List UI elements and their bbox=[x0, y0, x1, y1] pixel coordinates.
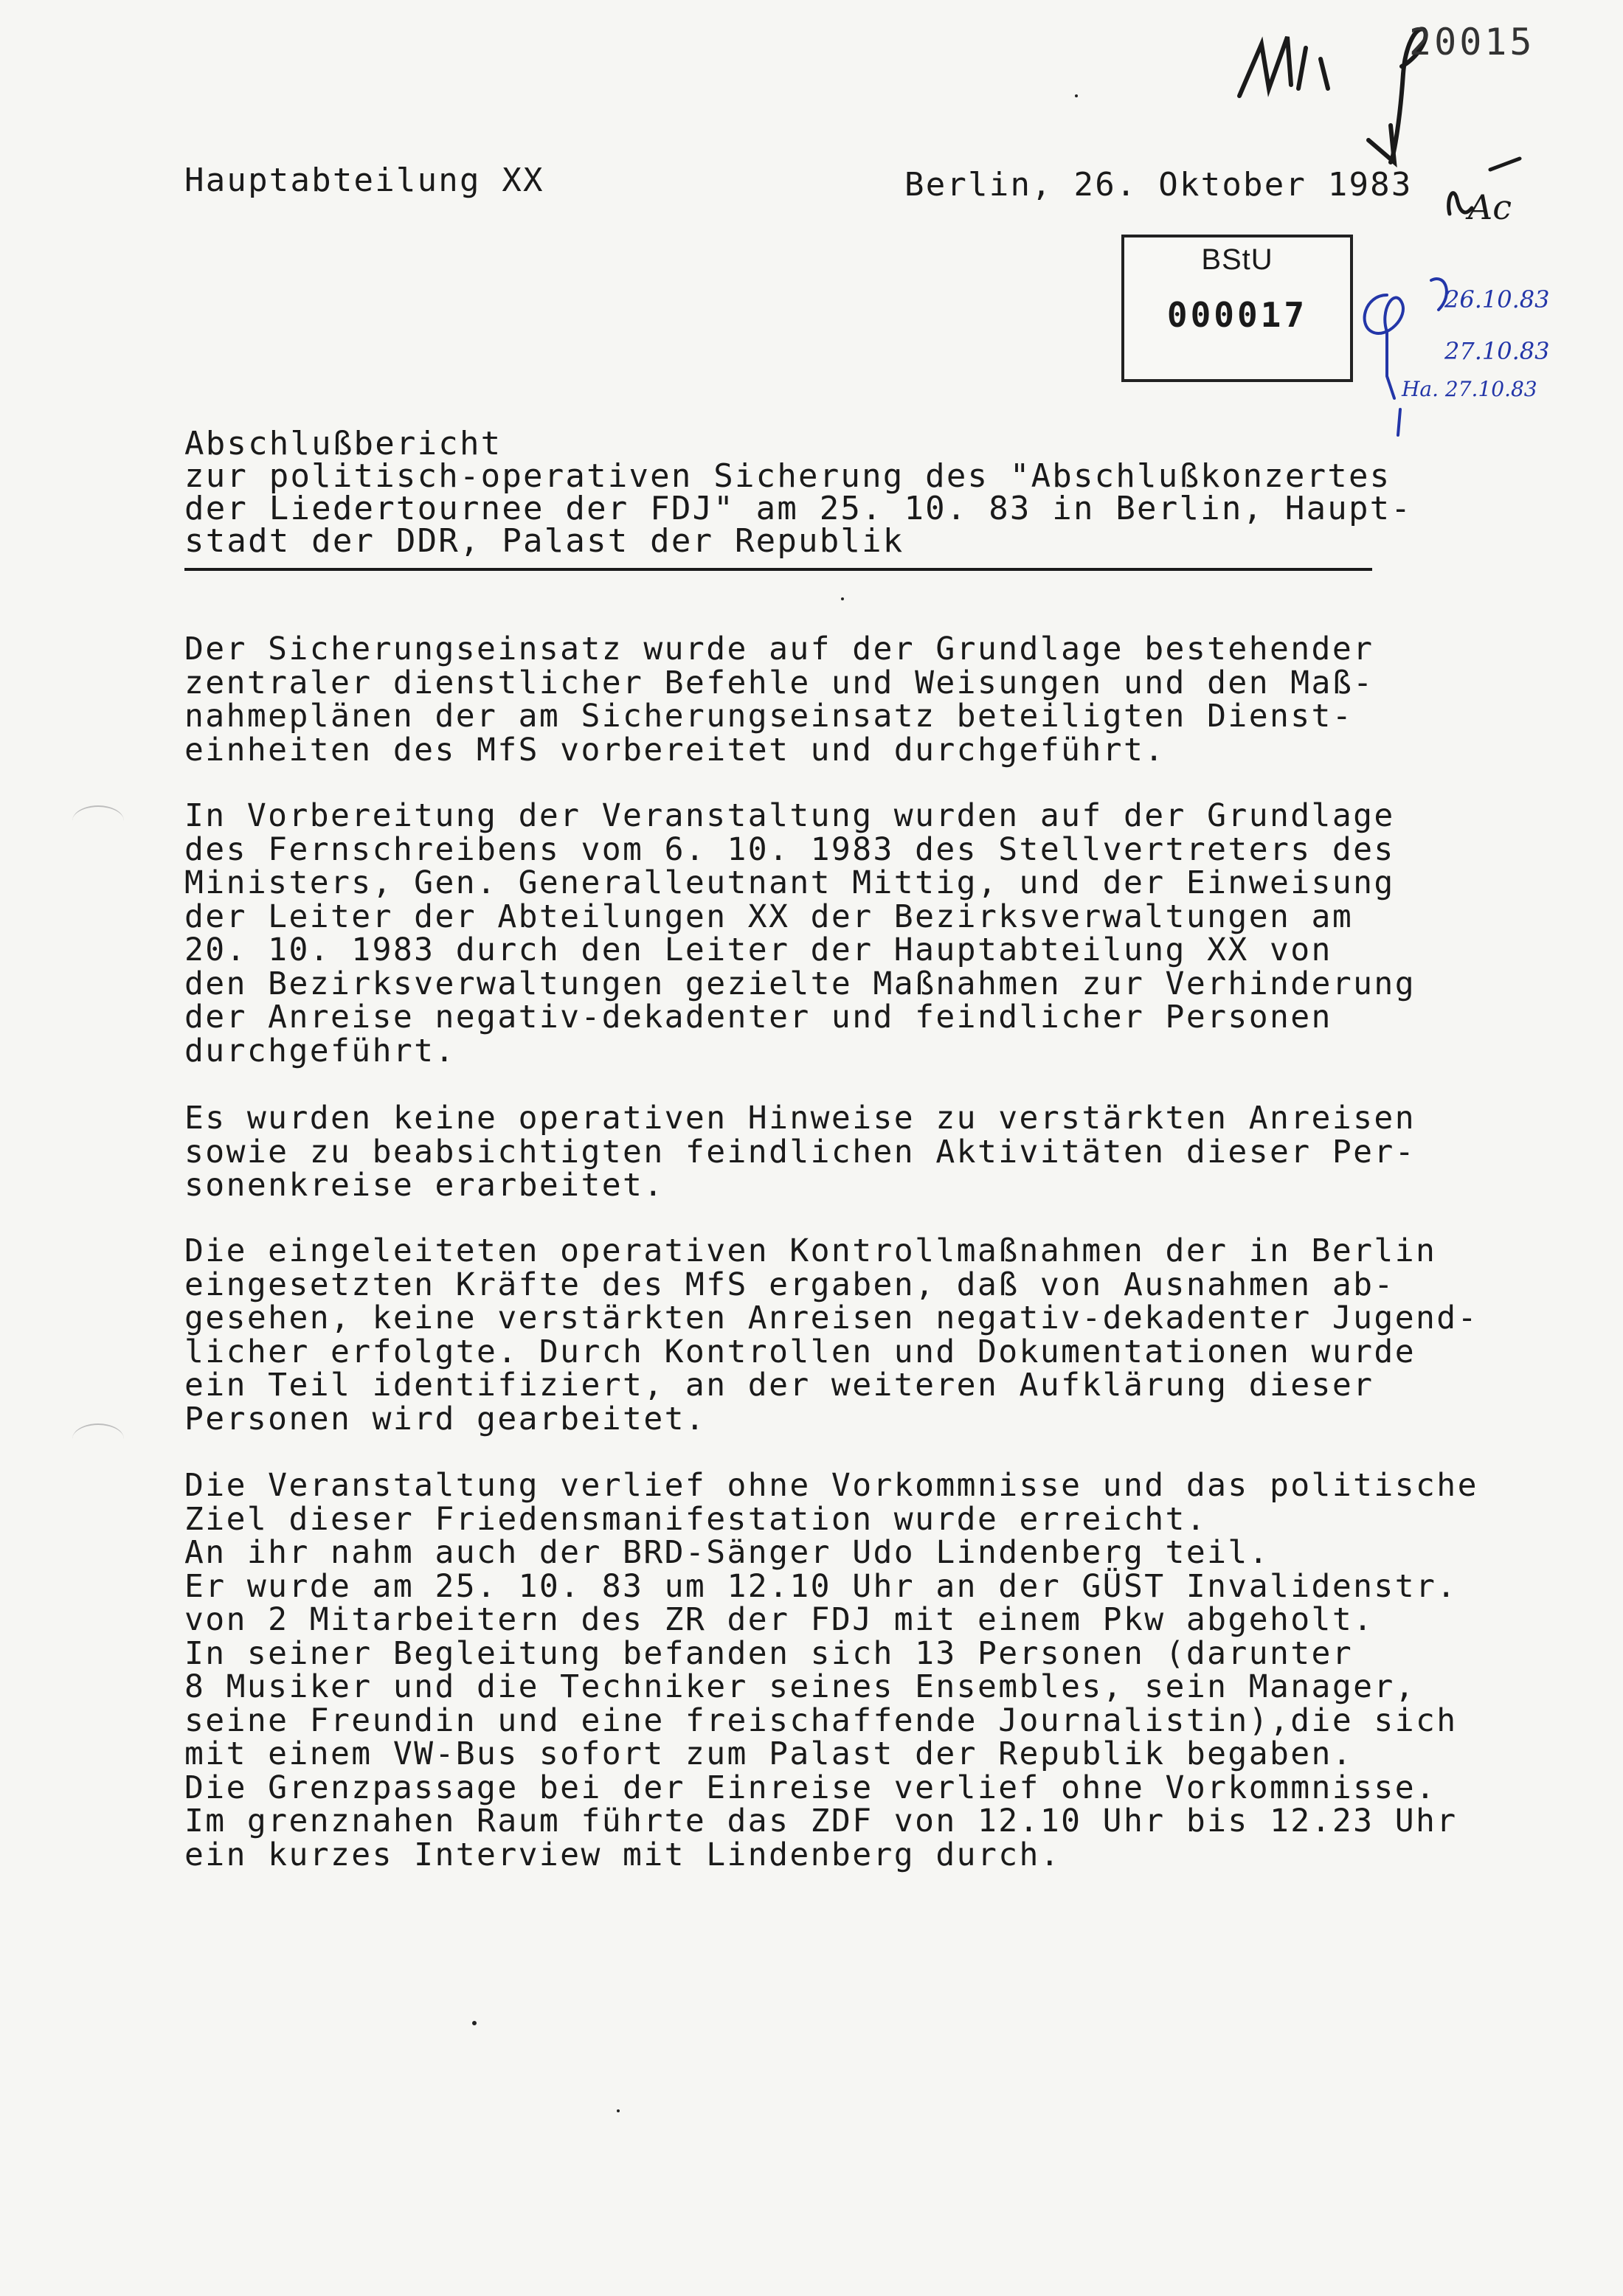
title-underline bbox=[184, 568, 1372, 571]
text-line: In Vorbereitung der Veranstaltung wurden auf der Grundlage bbox=[184, 797, 1395, 834]
paragraph-5 bbox=[184, 1469, 1478, 1872]
text-line: Die Veranstaltung verlief ohne Vorkommnisse und das politische bbox=[184, 1467, 1478, 1504]
text-line: Er wurde am 25. 10. 83 um 12.10 Uhr an der GÜST Invalidenstr. bbox=[184, 1567, 1458, 1605]
text-line: ein kurzes Interview mit Lindenberg durch. bbox=[184, 1836, 1062, 1873]
handwritten-note-3: Ha. 27.10.83 bbox=[1402, 377, 1537, 401]
text-line: eingesetzten Kräfte des MfS ergaben, daß von Ausnahmen ab- bbox=[184, 1266, 1395, 1303]
punch-hole-mark bbox=[72, 805, 124, 836]
paragraph-3 bbox=[184, 1102, 1416, 1203]
text-line: Ministers, Gen. Generalleutnant Mittig, und der Einweisung bbox=[184, 864, 1395, 901]
text-line: von 2 Mitarbeitern des ZR der FDJ mit einem Pkw abgeholt. bbox=[184, 1601, 1374, 1638]
paragraph-2 bbox=[184, 797, 1416, 1069]
paper-speck bbox=[841, 597, 844, 600]
text-line: zentraler dienstlicher Befehle und Weisungen und den Maß- bbox=[184, 664, 1374, 701]
text-line: Ziel dieser Friedensmanifestation wurde erreicht. bbox=[184, 1500, 1208, 1538]
text-line: des Fernschreibens vom 6. 10. 1983 des Stellvertreters des bbox=[184, 830, 1395, 868]
paper-speck bbox=[617, 2109, 620, 2112]
handwritten-note-1: 26.10.83 bbox=[1444, 285, 1550, 313]
text-line: Die Grenzpassage bei der Einreise verlief ohne Vorkommnisse. bbox=[184, 1769, 1437, 1806]
bstu-archive-stamp bbox=[1121, 235, 1353, 382]
handwritten-note-2: 27.10.83 bbox=[1444, 337, 1550, 365]
text-line: In seiner Begleitung befanden sich 13 Personen (darunter bbox=[184, 1634, 1354, 1672]
paper-speck bbox=[1075, 94, 1078, 97]
text-line: mit einem VW-Bus sofort zum Palast der Republik begaben. bbox=[184, 1735, 1354, 1772]
text-line: sonenkreise erarbeitet. bbox=[184, 1167, 665, 1204]
report-title bbox=[184, 425, 1413, 560]
text-line: Die eingeleiteten operativen Kontrollmaßnahmen der in Berlin bbox=[184, 1232, 1437, 1269]
text-line: Personen wird gearbeitet. bbox=[184, 1400, 707, 1437]
paragraph-1 bbox=[184, 633, 1374, 767]
text-line: der Anreise negativ-dekadenter und feindlicher Personen bbox=[184, 999, 1332, 1036]
text-line: nahmeplänen der am Sicherungseinsatz beteiligten Dienst- bbox=[184, 698, 1354, 735]
text-line: seine Freundin und eine freischaffende Journalistin),die sich bbox=[184, 1702, 1458, 1739]
text-line: einheiten des MfS vorbereitet und durchgeführt. bbox=[184, 731, 1166, 769]
text-line: den Bezirksverwaltungen gezielte Maßnahmen zur Verhinderung bbox=[184, 965, 1416, 1002]
corner-mark-handwritten: Ac bbox=[1468, 187, 1512, 227]
title-line: der Liedertournee der FDJ" am 25. 10. 83 in Berlin, Haupt- bbox=[184, 490, 1413, 527]
department-heading: Hauptabteilung XX bbox=[184, 162, 544, 199]
punch-hole-mark bbox=[72, 1423, 124, 1454]
text-line: Im grenznahen Raum führte das ZDF von 12.10 Uhr bis 12.23 Uhr bbox=[184, 1803, 1458, 1839]
text-line: ein Teil identifiziert, an der weiteren Aufklärung dieser bbox=[184, 1367, 1374, 1404]
stamp-label: BStU bbox=[1201, 243, 1273, 276]
stamp-number: 000017 bbox=[1166, 295, 1308, 335]
text-line: Der Sicherungseinsatz wurde auf der Grundlage bestehender bbox=[184, 631, 1374, 667]
blue-signature-mark-icon bbox=[1343, 266, 1461, 450]
text-line: durchgeführt. bbox=[184, 1032, 456, 1069]
paper-speck bbox=[472, 2021, 477, 2025]
text-line: gesehen, keine verstärkten Anreisen negativ-dekadenter Jugend- bbox=[184, 1300, 1478, 1336]
archive-code-handwritten: 20015 bbox=[1409, 21, 1535, 63]
text-line: sowie zu beabsichtigten feindlichen Aktivitäten dieser Per- bbox=[184, 1133, 1416, 1170]
text-line: 20. 10. 1983 durch den Leiter der Hauptabteilung XX von bbox=[184, 932, 1332, 968]
text-line: der Leiter der Abteilungen XX der Bezirksverwaltungen am bbox=[184, 898, 1354, 935]
text-line: 8 Musiker und die Techniker seines Ensembles, sein Manager, bbox=[184, 1668, 1416, 1705]
text-line: An ihr nahm auch der BRD-Sänger Udo Lindenberg teil. bbox=[184, 1534, 1270, 1571]
title-line: Abschlußbericht bbox=[184, 425, 502, 462]
paragraph-4 bbox=[184, 1232, 1478, 1437]
text-line: licher erfolgte. Durch Kontrollen und Dokumentationen wurde bbox=[184, 1333, 1416, 1370]
text-line: Es wurden keine operativen Hinweise zu verstärkten Anreisen bbox=[184, 1100, 1416, 1137]
document-date: Berlin, 26. Oktober 1983 bbox=[904, 166, 1413, 204]
title-line: stadt der DDR, Palast der Republik bbox=[184, 522, 904, 560]
title-line: zur politisch-operativen Sicherung des "Abschlußkonzertes bbox=[184, 457, 1391, 495]
